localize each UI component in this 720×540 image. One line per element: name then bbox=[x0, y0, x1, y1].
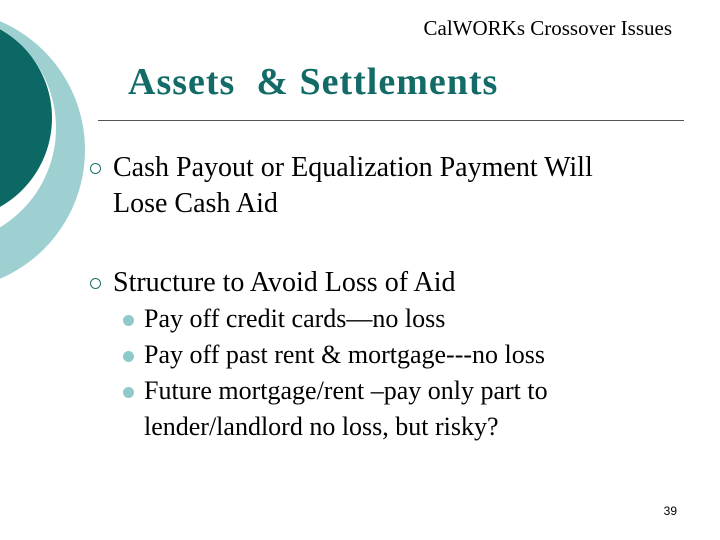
dot-bullet-icon bbox=[123, 315, 134, 326]
bullet-item bbox=[90, 265, 690, 301]
slide-title: Assets & Settlements bbox=[128, 61, 499, 103]
sub-bullet-line: lender/landlord no loss, but risky? bbox=[144, 412, 499, 441]
page-number: 39 bbox=[663, 504, 677, 518]
ring-bullet-icon bbox=[90, 163, 101, 174]
bullet-line: Lose Cash Aid bbox=[113, 188, 278, 219]
title-divider bbox=[98, 120, 684, 121]
sub-bullet-item bbox=[123, 373, 690, 445]
slide-content bbox=[90, 150, 690, 445]
bullet-spacer bbox=[90, 222, 690, 265]
sub-bullet-line: Pay off past rent & mortgage---no loss bbox=[144, 340, 545, 369]
ring-bullet-icon bbox=[90, 278, 101, 289]
dot-bullet-icon bbox=[123, 351, 134, 362]
sub-bullet-item bbox=[123, 337, 690, 373]
sub-bullet-item bbox=[123, 301, 690, 337]
dark-teal-circle bbox=[0, 16, 52, 220]
white-ring-circle bbox=[0, 12, 56, 244]
light-teal-circle bbox=[0, 10, 85, 290]
bullet-line: Cash Payout or Equalization Payment Will bbox=[113, 152, 593, 183]
sub-bullet-line: Future mortgage/rent –pay only part to bbox=[144, 376, 548, 405]
bullet-line: Structure to Avoid Loss of Aid bbox=[113, 267, 456, 298]
bullet-item bbox=[90, 150, 690, 222]
header-title: CalWORKs Crossover Issues bbox=[423, 16, 672, 40]
sub-bullet-list bbox=[123, 301, 690, 445]
sub-bullet-line: Pay off credit cards—no loss bbox=[144, 304, 446, 333]
dot-bullet-icon bbox=[123, 387, 134, 398]
